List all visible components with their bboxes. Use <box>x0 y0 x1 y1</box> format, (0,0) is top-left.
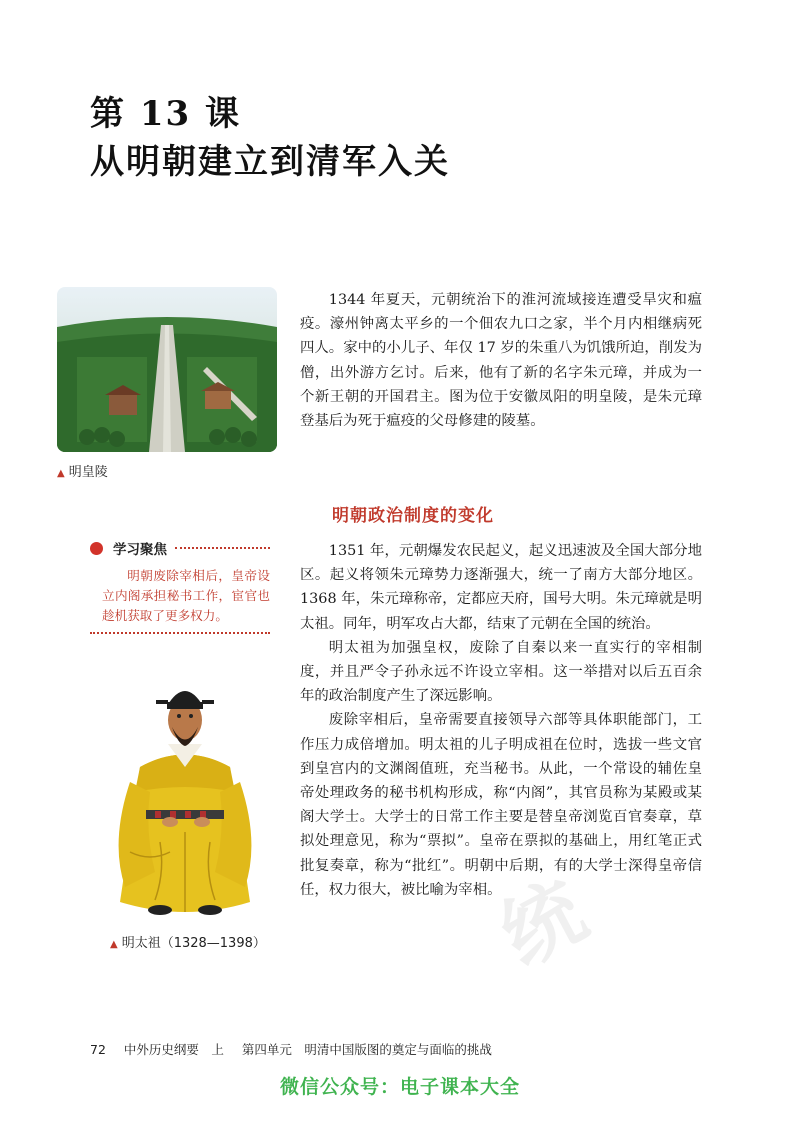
study-focus-box <box>90 538 270 634</box>
page-footer <box>90 1040 492 1058</box>
portrait-caption <box>110 932 266 951</box>
lesson-number: 第 13 课 <box>90 94 241 134</box>
section-heading: 明朝政治制度的变化 <box>332 506 494 526</box>
caption-triangle-icon: ▲ <box>57 468 65 479</box>
section-paragraph-1: 1351 年，元朝爆发农民起义，起义迅速波及全国大部分地区。起义将领朱元璋势力逐渐强大，统一了南方大部分地区。1368 年，朱元璋称帝，定都应天府，国号大明。朱元璋就是明太祖。同年，明军攻占大都，结束了元朝在全国的统治。 <box>300 543 702 632</box>
section-body <box>300 539 702 902</box>
intro-paragraph <box>300 288 702 433</box>
intro-text: 1344 年夏天，元朝统治下的淮河流域接连遭受旱灾和瘟疫。濠州钟离太平乡的一个佃农九口之家，半个月内相继病死四人。家中的小儿子、年仅 17 岁的朱重八为饥饿所迫，削发为僧，出外游方乞讨。后来，他有了新的名字朱元璋，并成为一个新王朝的开国君主。图为位于安徽凤阳的明皇陵，是朱元璋登基后为死于瘟疫的父母修建的陵墓。 <box>300 292 702 430</box>
dotted-divider <box>175 547 270 549</box>
study-focus-text: 明朝废除宰相后，皇帝设立内阁承担秘书工作，宦官也趁机获取了更多权力。 <box>102 568 270 623</box>
caption-triangle-icon: ▲ <box>110 939 118 950</box>
book-title: 中外历史纲要 上 <box>123 1042 224 1057</box>
focus-bullet-icon <box>90 542 103 555</box>
ming-tomb-photo <box>57 287 277 452</box>
dotted-divider-bottom <box>90 632 270 634</box>
study-focus-header <box>90 538 270 558</box>
lesson-title: 从明朝建立到清军入关 <box>90 142 450 182</box>
unit-title: 第四单元 明清中国版图的奠定与面临的挑战 <box>241 1042 492 1057</box>
tomb-caption <box>57 461 108 480</box>
tomb-caption-text: 明皇陵 <box>68 465 108 480</box>
watermark-text: 微信公众号：电子课本大全 <box>279 1076 520 1098</box>
portrait-caption-text: 明太祖（1328—1398） <box>121 936 266 951</box>
ming-taizu-portrait <box>110 672 260 922</box>
page-number: 72 <box>90 1042 106 1057</box>
study-focus-title: 学习聚焦 <box>113 542 167 558</box>
faint-background-mark: 统 <box>486 863 601 984</box>
section-paragraph-3: 废除宰相后，皇帝需要直接领导六部等具体职能部门，工作压力成倍增加。明太祖的儿子明成祖在位时，选拔一些文官到皇宫内的文渊阁值班，充当秘书。从此，一个常设的辅佐皇帝处理政务的秘书机构形成，称“内阁”，其官员称为某殿或某阁大学士。大学士的日常工作主要是替皇帝浏览百官奏章，草拟处理意见，称为“票拟”。皇帝在票拟的基础上，用红笔正式批复奏章，称为“批红”。明朝中后期，有的大学士深得皇帝信任，权力很大，被比喻为宰相。 <box>300 712 702 898</box>
section-paragraph-2: 明太祖为加强皇权，废除了自秦以来一直实行的宰相制度，并且严令子孙永远不许设立宰相。这一举措对以后五百余年的政治制度产生了深远影响。 <box>300 639 702 705</box>
